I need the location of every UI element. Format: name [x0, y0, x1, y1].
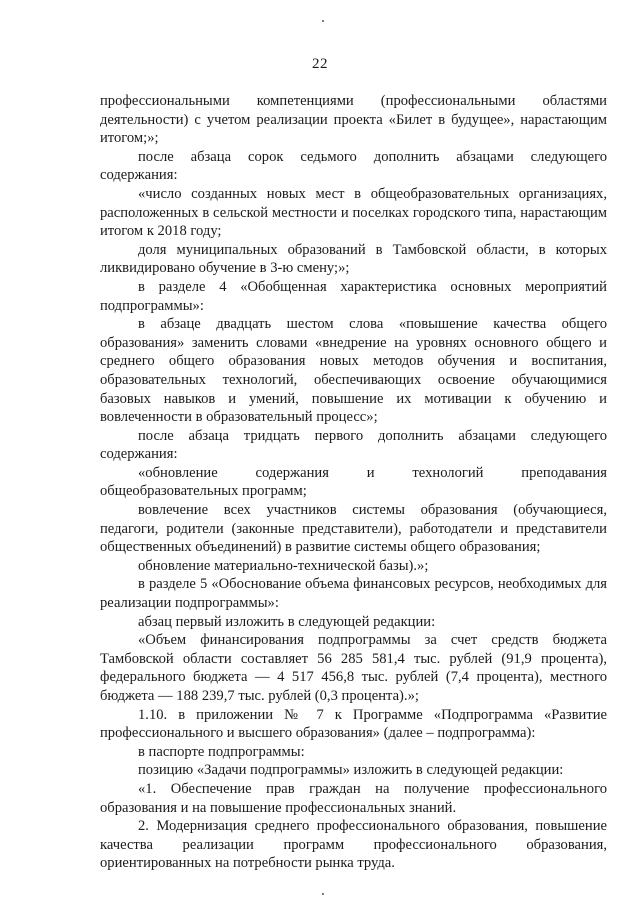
paragraph: позицию «Задачи подпрограммы» изложить в следующей редакции:	[138, 762, 564, 779]
scan-speck	[322, 20, 324, 22]
paragraph: в паспорте подпрограммы:	[138, 743, 305, 760]
paragraph: в разделе 4 «Обобщенная характеристика основных мероприятий подпрограммы»:	[100, 278, 607, 314]
page-number: 22	[312, 56, 328, 72]
paragraph: доля муниципальных образований в Тамбовской области, в которых ликвидировано обучение в 3-ю смену;»;	[100, 241, 607, 277]
paragraph: в абзаце двадцать шестом слова «повышение качества общего образования» заменить словами «внедрение на уровнях основного общего и среднего общего образования новых методов обучения и воспитания, образовательных технологий, обеспечивающих освоение обучающимися базовых навыков и умений, повышение их мотивации к обучению и вовлеченности в образовательный процесс»;	[100, 316, 607, 426]
paragraph: «число созданных новых мест в общеобразовательных организациях, расположенных в сельской местности и поселках городского типа, нарастающим итогом к 2018 году;	[100, 185, 607, 240]
paragraph: вовлечение всех участников системы образования (обучающиеся, педагоги, родители (законные представители), работодатели и представители общественных объединений) в развитие системы общего образования;	[100, 502, 607, 556]
paragraph: после абзаца сорок седьмого дополнить абзацами следующего содержания:	[100, 148, 607, 184]
paragraph: после абзаца тридцать первого дополнить абзацами следующего содержания:	[100, 427, 607, 463]
paragraph: профессиональными компетенциями (профессиональными областями деятельности) с учетом реализации проекта «Билет в будущее», нарастающим итогом;»;	[100, 93, 607, 147]
paragraph: абзац первый изложить в следующей редакции:	[138, 613, 436, 630]
paragraph: обновление материально-технической базы).»;	[138, 557, 429, 574]
scan-speck	[322, 893, 324, 895]
paragraph: «Объем финансирования подпрограммы за счет средств бюджета Тамбовской области составляет 56 285 581,4 тыс. рублей (91,9 процента), федерального бюджета — 4 517 456,8 тыс. рублей (7,4 процента), местного бюджета — 188 239,7 тыс. рублей (0,3 процента).»;	[100, 632, 607, 704]
paragraph: 1.10. в приложении № 7 к Программе «Подпрограмма «Развитие профессионального и высшего образования» (далее – подпрограмма):	[100, 706, 607, 742]
document-body	[100, 92, 607, 873]
paragraph: «1. Обеспечение прав граждан на получение профессионального образования и на повышение профессиональных знаний.	[100, 780, 607, 816]
paragraph: «обновление содержания и технологий преподавания общеобразовательных программ;	[100, 464, 607, 500]
paragraph: 2. Модернизация среднего профессионального образования, повышение качества реализации программ профессионального образования, ориентированных на потребности рынка труда.	[100, 818, 607, 872]
paragraph: в разделе 5 «Обоснование объема финансовых ресурсов, необходимых для реализации подпрограммы»:	[100, 576, 607, 612]
